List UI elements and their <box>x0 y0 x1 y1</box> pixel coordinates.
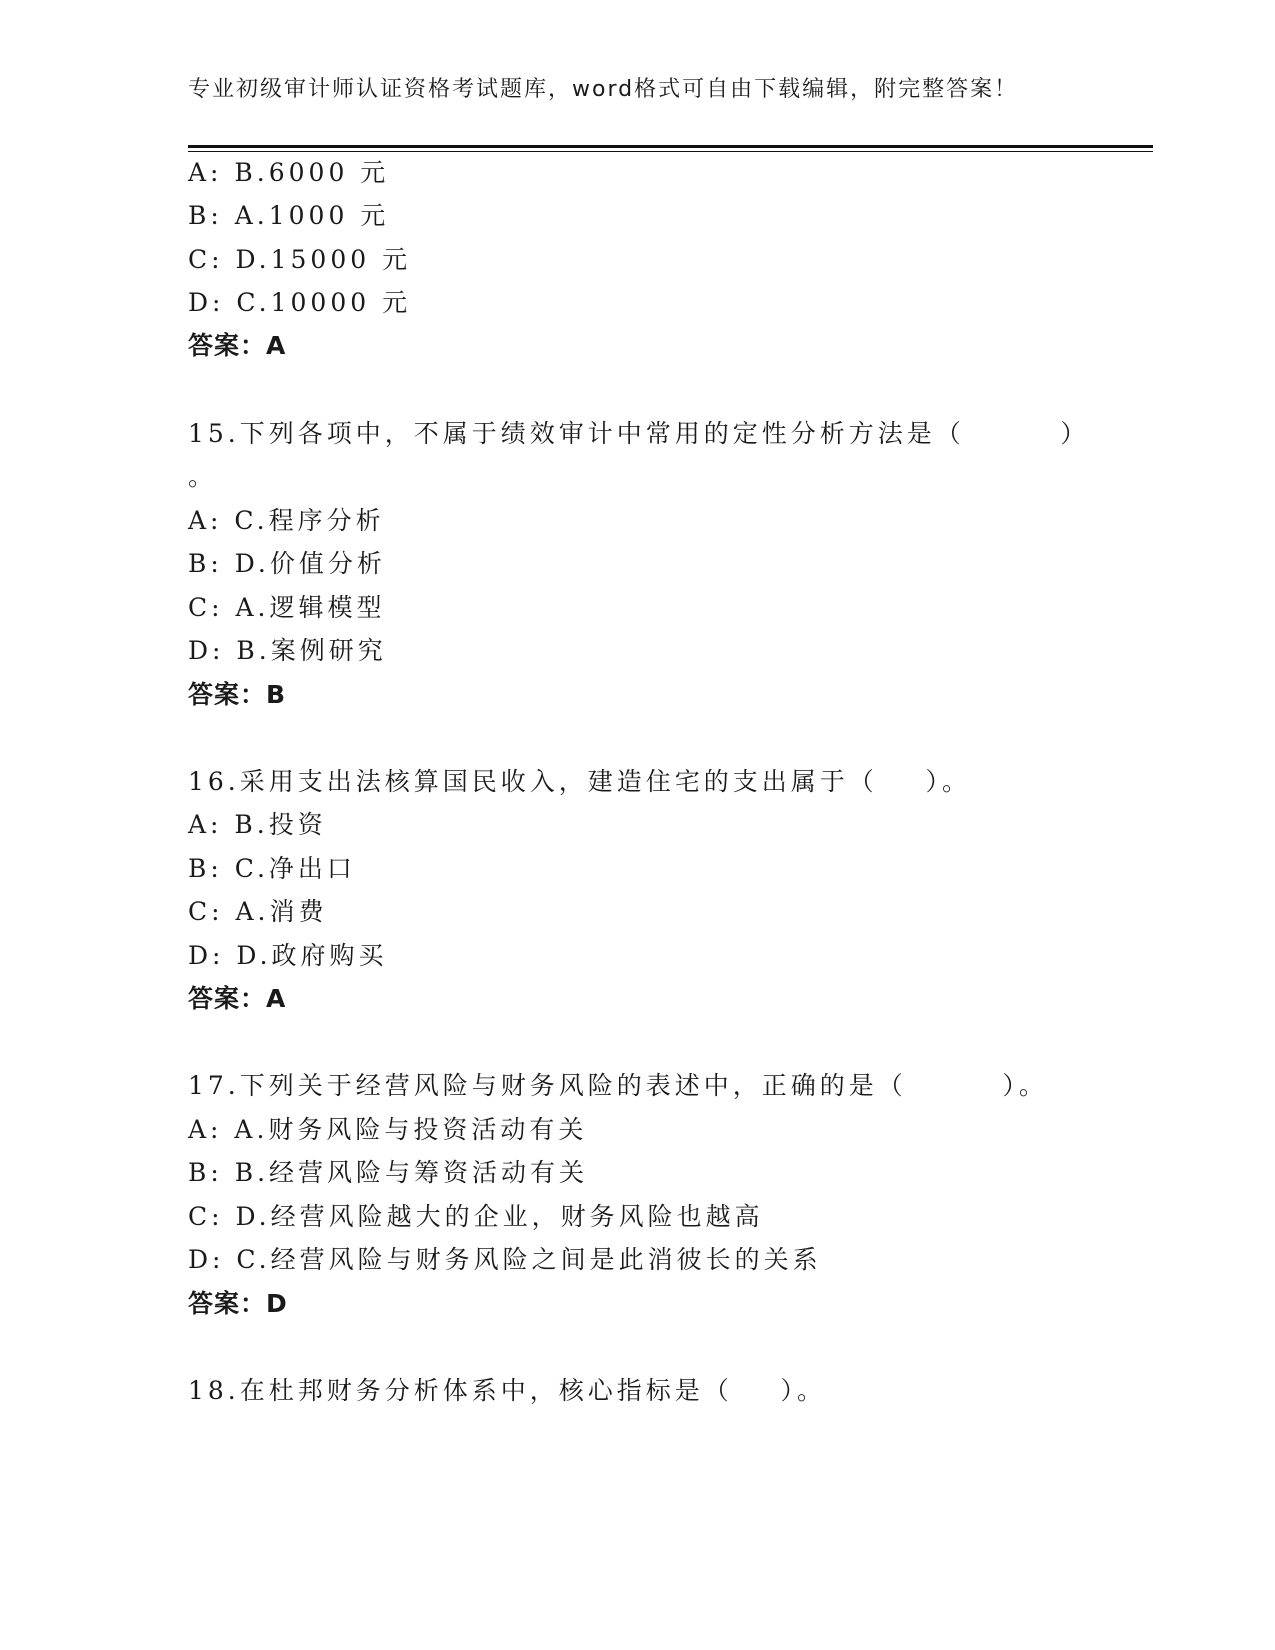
q14-option-b: B: A.1000 元 <box>188 201 390 230</box>
q16-option-a: A: B.投资 <box>188 810 327 839</box>
q14-option-a: A: B.6000 元 <box>188 158 390 187</box>
q16-option-d: D: D.政府购买 <box>188 941 388 970</box>
header-rule-thick <box>188 145 1153 148</box>
q18-stem: 18.在杜邦财务分析体系中，核心指标是（ ）。 <box>188 1376 827 1405</box>
q17-stem: 17.下列关于经营风险与财务风险的表述中，正确的是（ ）。 <box>188 1071 1048 1100</box>
q17-answer: 答案：D <box>188 1289 288 1318</box>
q17-option-b: B: B.经营风险与筹资活动有关 <box>188 1158 589 1187</box>
page-header: 专业初级审计师认证资格考试题库，word格式可自由下载编辑，附完整答案！ <box>188 77 1019 102</box>
q16-answer: 答案：A <box>188 984 287 1013</box>
q15-option-a: A: C.程序分析 <box>188 506 385 535</box>
q16-option-c: C: A.消费 <box>188 897 328 926</box>
q15-option-d: D: B.案例研究 <box>188 636 387 665</box>
q16-stem: 16.采用支出法核算国民收入，建造住宅的支出属于（ ）。 <box>188 767 972 796</box>
q15-answer: 答案：B <box>188 680 287 709</box>
q14-option-c: C: D.15000 元 <box>188 245 412 274</box>
q17-option-a: A: A.财务风险与投资活动有关 <box>188 1115 588 1144</box>
header-rule-thin <box>188 151 1153 152</box>
q15-option-b: B: D.价值分析 <box>188 549 386 578</box>
q14-option-d: D: C.10000 元 <box>188 288 412 317</box>
q14-answer: 答案：A <box>188 331 287 360</box>
q16-option-b: B: C.净出口 <box>188 854 356 883</box>
q15-stem: 15.下列各项中，不属于绩效审计中常用的定性分析方法是（ ） <box>188 419 1090 448</box>
q15-stem-cont: 。 <box>188 462 218 491</box>
q15-option-c: C: A.逻辑模型 <box>188 593 386 622</box>
q17-option-d: D: C.经营风险与财务风险之间是此消彼长的关系 <box>188 1245 822 1274</box>
q17-option-c: C: D.经营风险越大的企业，财务风险也越高 <box>188 1202 764 1231</box>
